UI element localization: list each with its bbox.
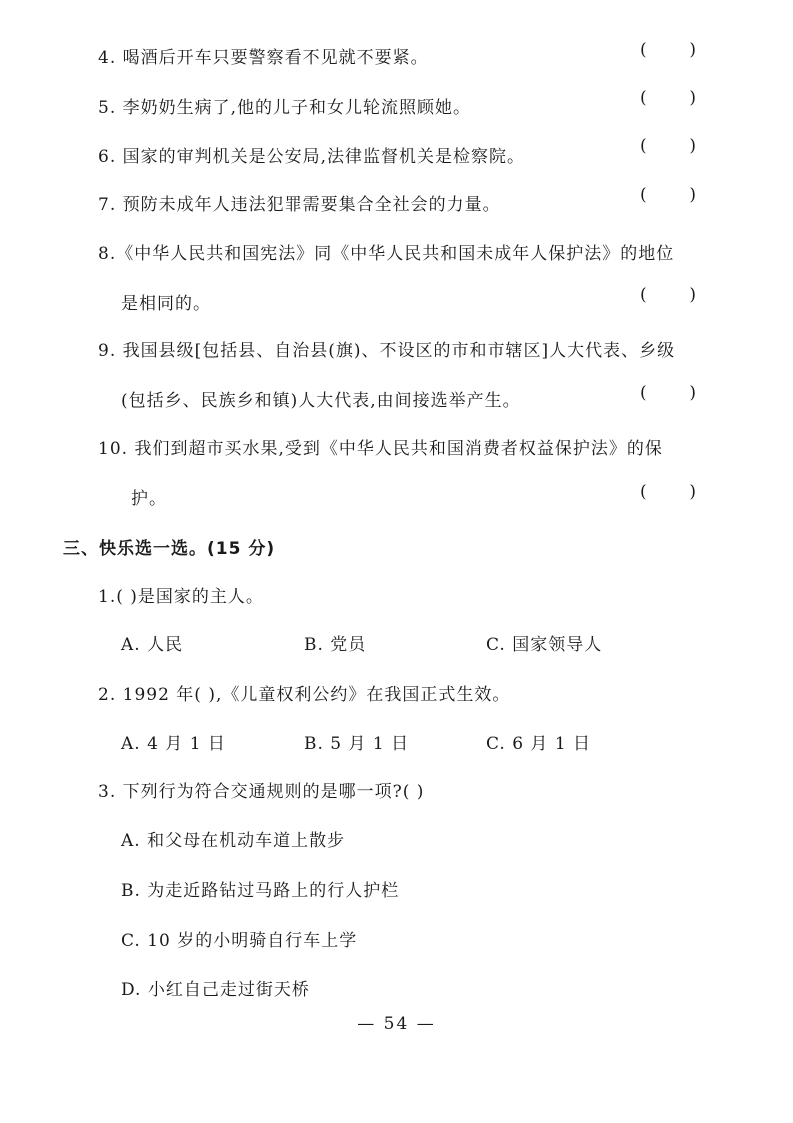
choice-q1-stem: 1.( )是国家的主人。 — [98, 587, 264, 607]
judgement-q4: 4. 喝酒后开车只要警察看不见就不要紧。 — [98, 48, 429, 68]
choice-q2-option-b[interactable]: B. 5 月 1 日 — [304, 734, 410, 754]
judgement-q9-line2: (包括乡、民族乡和镇)人大代表,由间接选举产生。 — [121, 391, 521, 411]
judgement-q6: 6. 国家的审判机关是公安局,法律监督机关是检察院。 — [98, 147, 526, 167]
judgement-q9-line1: 9. 我国县级[包括县、自治县(旗)、不设区的市和市辖区]人大代表、乡级 — [98, 341, 676, 361]
choice-q2-stem: 2. 1992 年( ),《儿童权利公约》在我国正式生效。 — [98, 685, 511, 705]
judgement-q5: 5. 李奶奶生病了,他的儿子和女儿轮流照顾她。 — [98, 98, 472, 118]
paren-open: ( — [640, 285, 647, 305]
choice-q3-option-d[interactable]: D. 小红自己走过街天桥 — [121, 980, 310, 1000]
paren-close: ) — [689, 285, 696, 305]
answer-paren-q9[interactable] — [640, 383, 696, 403]
choice-q1-option-c[interactable]: C. 国家领导人 — [486, 635, 603, 655]
answer-paren-q8[interactable] — [640, 285, 696, 305]
paren-close: ) — [689, 40, 696, 60]
judgement-q8-line2: 是相同的。 — [121, 294, 211, 314]
choice-q2-option-a[interactable]: A. 4 月 1 日 — [121, 734, 226, 754]
answer-paren-q6[interactable] — [640, 136, 696, 156]
judgement-q8-line1: 8.《中华人民共和国宪法》同《中华人民共和国未成年人保护法》的地位 — [98, 244, 675, 264]
section-title: 三、快乐选一选。(15 分) — [63, 539, 276, 559]
choice-q3-option-a[interactable]: A. 和父母在机动车道上散步 — [121, 831, 346, 851]
paren-open: ( — [640, 88, 647, 108]
choice-q1-option-b[interactable]: B. 党员 — [304, 635, 367, 655]
paren-close: ) — [689, 136, 696, 156]
paren-close: ) — [689, 185, 696, 205]
page-number: — 54 — — [357, 1014, 436, 1034]
choice-q3-option-c[interactable]: C. 10 岁的小明骑自行车上学 — [121, 931, 358, 951]
paren-open: ( — [640, 482, 647, 502]
paren-open: ( — [640, 40, 647, 60]
answer-paren-q7[interactable] — [640, 185, 696, 205]
paren-close: ) — [689, 383, 696, 403]
choice-q1-option-a[interactable]: A. 人民 — [121, 635, 184, 655]
answer-paren-q4[interactable] — [640, 40, 696, 60]
choice-q2-option-c[interactable]: C. 6 月 1 日 — [486, 734, 592, 754]
paren-close: ) — [689, 88, 696, 108]
paren-open: ( — [640, 185, 647, 205]
judgement-q7: 7. 预防未成年人违法犯罪需要集合全社会的力量。 — [98, 195, 501, 215]
choice-q3-option-b[interactable]: B. 为走近路钻过马路上的行人护栏 — [121, 881, 400, 901]
choice-q3-stem: 3. 下列行为符合交通规则的是哪一项?( ) — [98, 782, 425, 802]
judgement-q10-line2: 护。 — [131, 489, 167, 509]
paren-open: ( — [640, 383, 647, 403]
answer-paren-q10[interactable] — [640, 482, 696, 502]
answer-paren-q5[interactable] — [640, 88, 696, 108]
paren-close: ) — [689, 482, 696, 502]
judgement-q10-line1: 10. 我们到超市买水果,受到《中华人民共和国消费者权益保护法》的保 — [98, 439, 663, 459]
paren-open: ( — [640, 136, 647, 156]
